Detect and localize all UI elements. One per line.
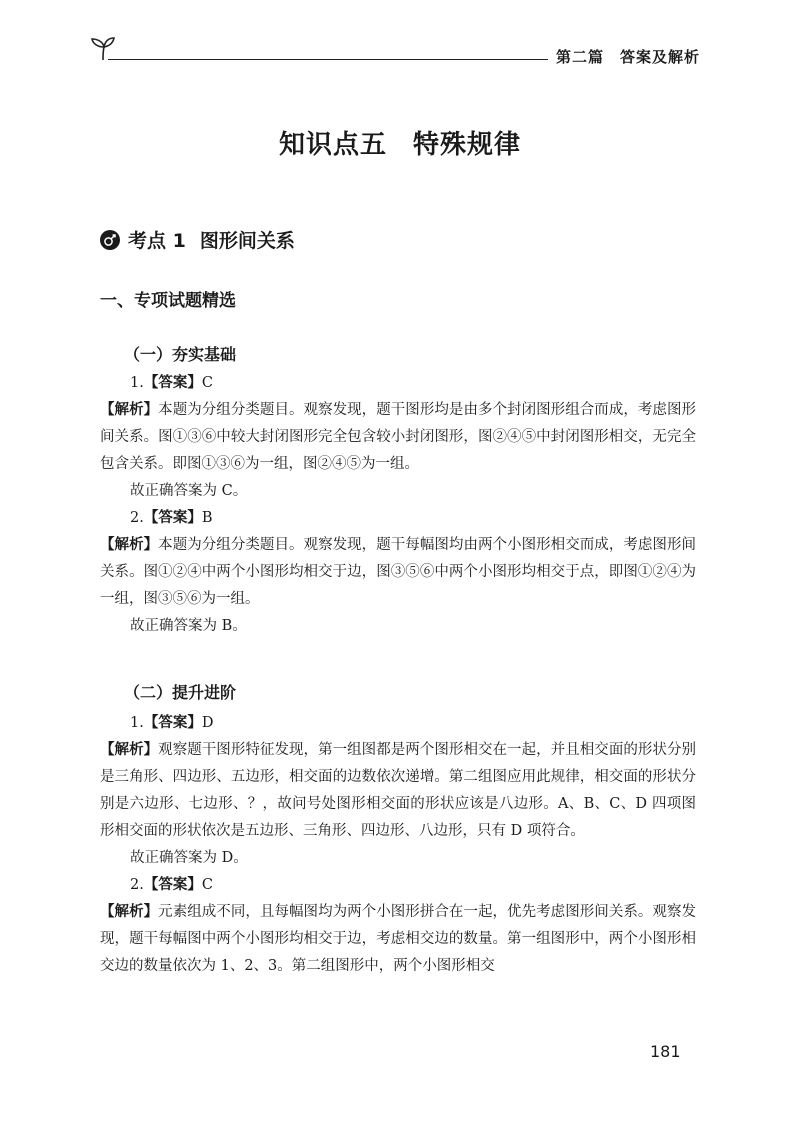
- question-answer: [100, 872, 696, 899]
- topic-heading: [100, 226, 295, 253]
- analysis-paragraph: [100, 397, 696, 478]
- question-answer: [100, 505, 696, 532]
- header-rule: [108, 59, 548, 60]
- subsection-title-2: （二）提升进阶: [124, 683, 237, 702]
- analysis-text: 本题为分组分类题目。观察发现，题干每幅图均由两个小图形相交而成，考虑图形间关系。图①②④中两个小图形均相交于边，图③⑤⑥中两个小图形均相交于点，即图①②④为一组，图③⑤⑥为一组。: [100, 537, 697, 607]
- question-answer: [100, 710, 696, 737]
- subsection-title-1: （一）夯实基础: [124, 345, 237, 364]
- question-number: 1.: [130, 715, 144, 731]
- answer-label: 【答案】: [143, 375, 202, 391]
- question-number: 1.: [130, 375, 144, 391]
- question-number: 2.: [130, 510, 144, 526]
- analysis-label: 【解析】: [100, 742, 159, 758]
- analysis-paragraph: [100, 532, 696, 613]
- conclusion: 故正确答案为 B。: [130, 618, 247, 634]
- conclusion: 故正确答案为 C。: [130, 483, 248, 499]
- answer-label: 【答案】: [143, 877, 202, 893]
- analysis-text: 本题为分组分类题目。观察发现，题干图形均是由多个封闭图形组合而成，考虑图形间关系。图①③⑥中较大封闭图形完全包含较小封闭图形，图②④⑤中封闭图形相交，无完全包含关系。即图①③⑥为一组，图②④⑤为一组。: [100, 402, 697, 472]
- analysis-paragraph: [100, 899, 696, 980]
- answer-value: D: [201, 715, 214, 731]
- analysis-label: 【解析】: [100, 904, 159, 920]
- target-icon: [100, 230, 120, 250]
- question-answer: [100, 370, 696, 397]
- analysis-text: 观察题干图形特征发现，第一组图都是两个图形相交在一起，并且相交面的形状分别是三角形、四边形、五边形，相交面的边数依次递增。第二组图应用此规律，相交面的形状分别是六边形、七边形、？，故问号处图形相交面的形状应该是八边形。A、B、C、D 四项图形相交面的形状依次是五边形、三角形、四边形、八边形，只有 D 项符合。: [100, 742, 697, 839]
- chapter-title-part1: 知识点五: [278, 130, 387, 160]
- conclusion: 故正确答案为 D。: [130, 850, 248, 866]
- analysis-text: 元素组成不同，且每幅图均为两个小图形拼合在一起，优先考虑图形间关系。观察发现，题干每幅图中两个小图形均相交于边，考虑相交边的数量。第一组图形中，两个小图形相交边的数量依次为 1、2、3。第二组图形中，两个小图形相交: [100, 904, 697, 974]
- chapter-title: [0, 124, 800, 161]
- page-number: 181: [650, 1042, 681, 1061]
- answer-value: B: [201, 510, 213, 526]
- header-title: 第二篇 答案及解析: [556, 48, 701, 66]
- analysis-label: 【解析】: [100, 402, 159, 418]
- topic-name: 图形间关系: [199, 230, 295, 252]
- analysis-label: 【解析】: [100, 537, 159, 553]
- answer-value: C: [201, 877, 213, 893]
- chapter-title-part2: 特殊规律: [413, 130, 522, 160]
- answer-label: 【答案】: [143, 510, 202, 526]
- section-title: 一、专项试题精选: [100, 291, 236, 311]
- topic-label: 考点 1: [128, 230, 186, 252]
- subsection-2-body: [100, 710, 696, 980]
- analysis-paragraph: [100, 737, 696, 845]
- answer-label: 【答案】: [143, 715, 202, 731]
- answer-value: C: [201, 375, 213, 391]
- subsection-1-body: [100, 370, 696, 640]
- question-number: 2.: [130, 877, 144, 893]
- page-header: [0, 0, 800, 80]
